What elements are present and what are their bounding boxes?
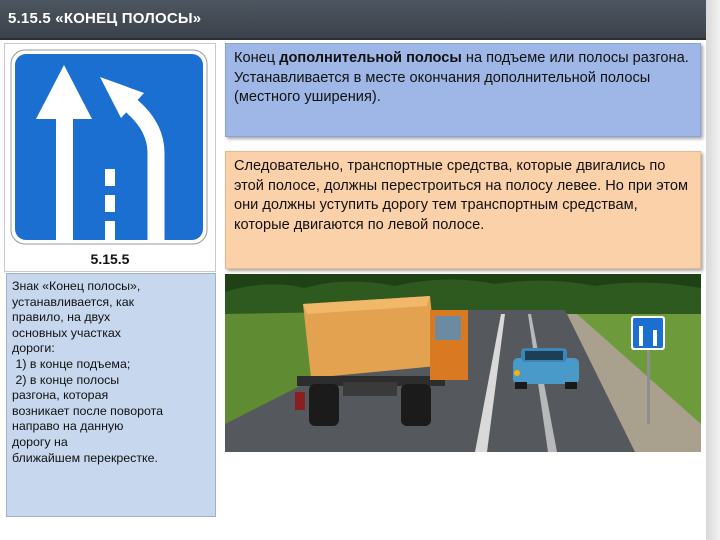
usage-line: возникает после поворота	[12, 403, 164, 418]
page-title: 5.15.5 «КОНЕЦ ПОЛОСЫ»	[8, 10, 202, 27]
consequence-box	[225, 151, 701, 269]
usage-line: дорогу на	[12, 434, 68, 449]
sign-code: 5.15.5	[90, 251, 130, 267]
right-edge-strip	[706, 0, 720, 540]
consequence-text: Следовательно, транспортные средства, которые двигались по этой полосе, должны перестроиться на полосу левее. Но при этом они должны уступить дорогу тем транспортным средствам, которые двигаются по левой полосе.	[234, 158, 689, 233]
header-bar	[0, 0, 706, 40]
description-box	[225, 43, 701, 137]
usage-line: устанавливается, как	[12, 294, 135, 309]
description-bold: дополнительной полосы	[279, 50, 462, 66]
road-photo	[225, 274, 701, 452]
description-suffix: на подъеме или полосы разгона.	[461, 50, 689, 66]
description-text	[234, 49, 690, 108]
lane-end-sign-icon	[10, 49, 208, 245]
description-second: Устанавливается в месте окончания дополнительной полосы (местного уширения).	[234, 69, 651, 106]
usage-line: ближайшем перекрестке.	[12, 450, 158, 465]
usage-line: разгона, которая	[12, 388, 109, 403]
usage-line: основных участках	[12, 325, 121, 340]
usage-panel	[6, 273, 216, 517]
description-prefix: Конец	[234, 50, 280, 66]
usage-text	[12, 279, 212, 466]
sign-panel	[4, 43, 216, 272]
usage-line: правило, на двух	[12, 310, 111, 325]
usage-line: дороги:	[12, 341, 55, 356]
usage-line: направо на данную	[12, 419, 124, 434]
usage-line: 2) в конце полосы	[12, 372, 120, 387]
usage-line: Знак «Конец полосы»,	[12, 279, 141, 293]
usage-line: 1) в конце подъема;	[12, 356, 131, 371]
